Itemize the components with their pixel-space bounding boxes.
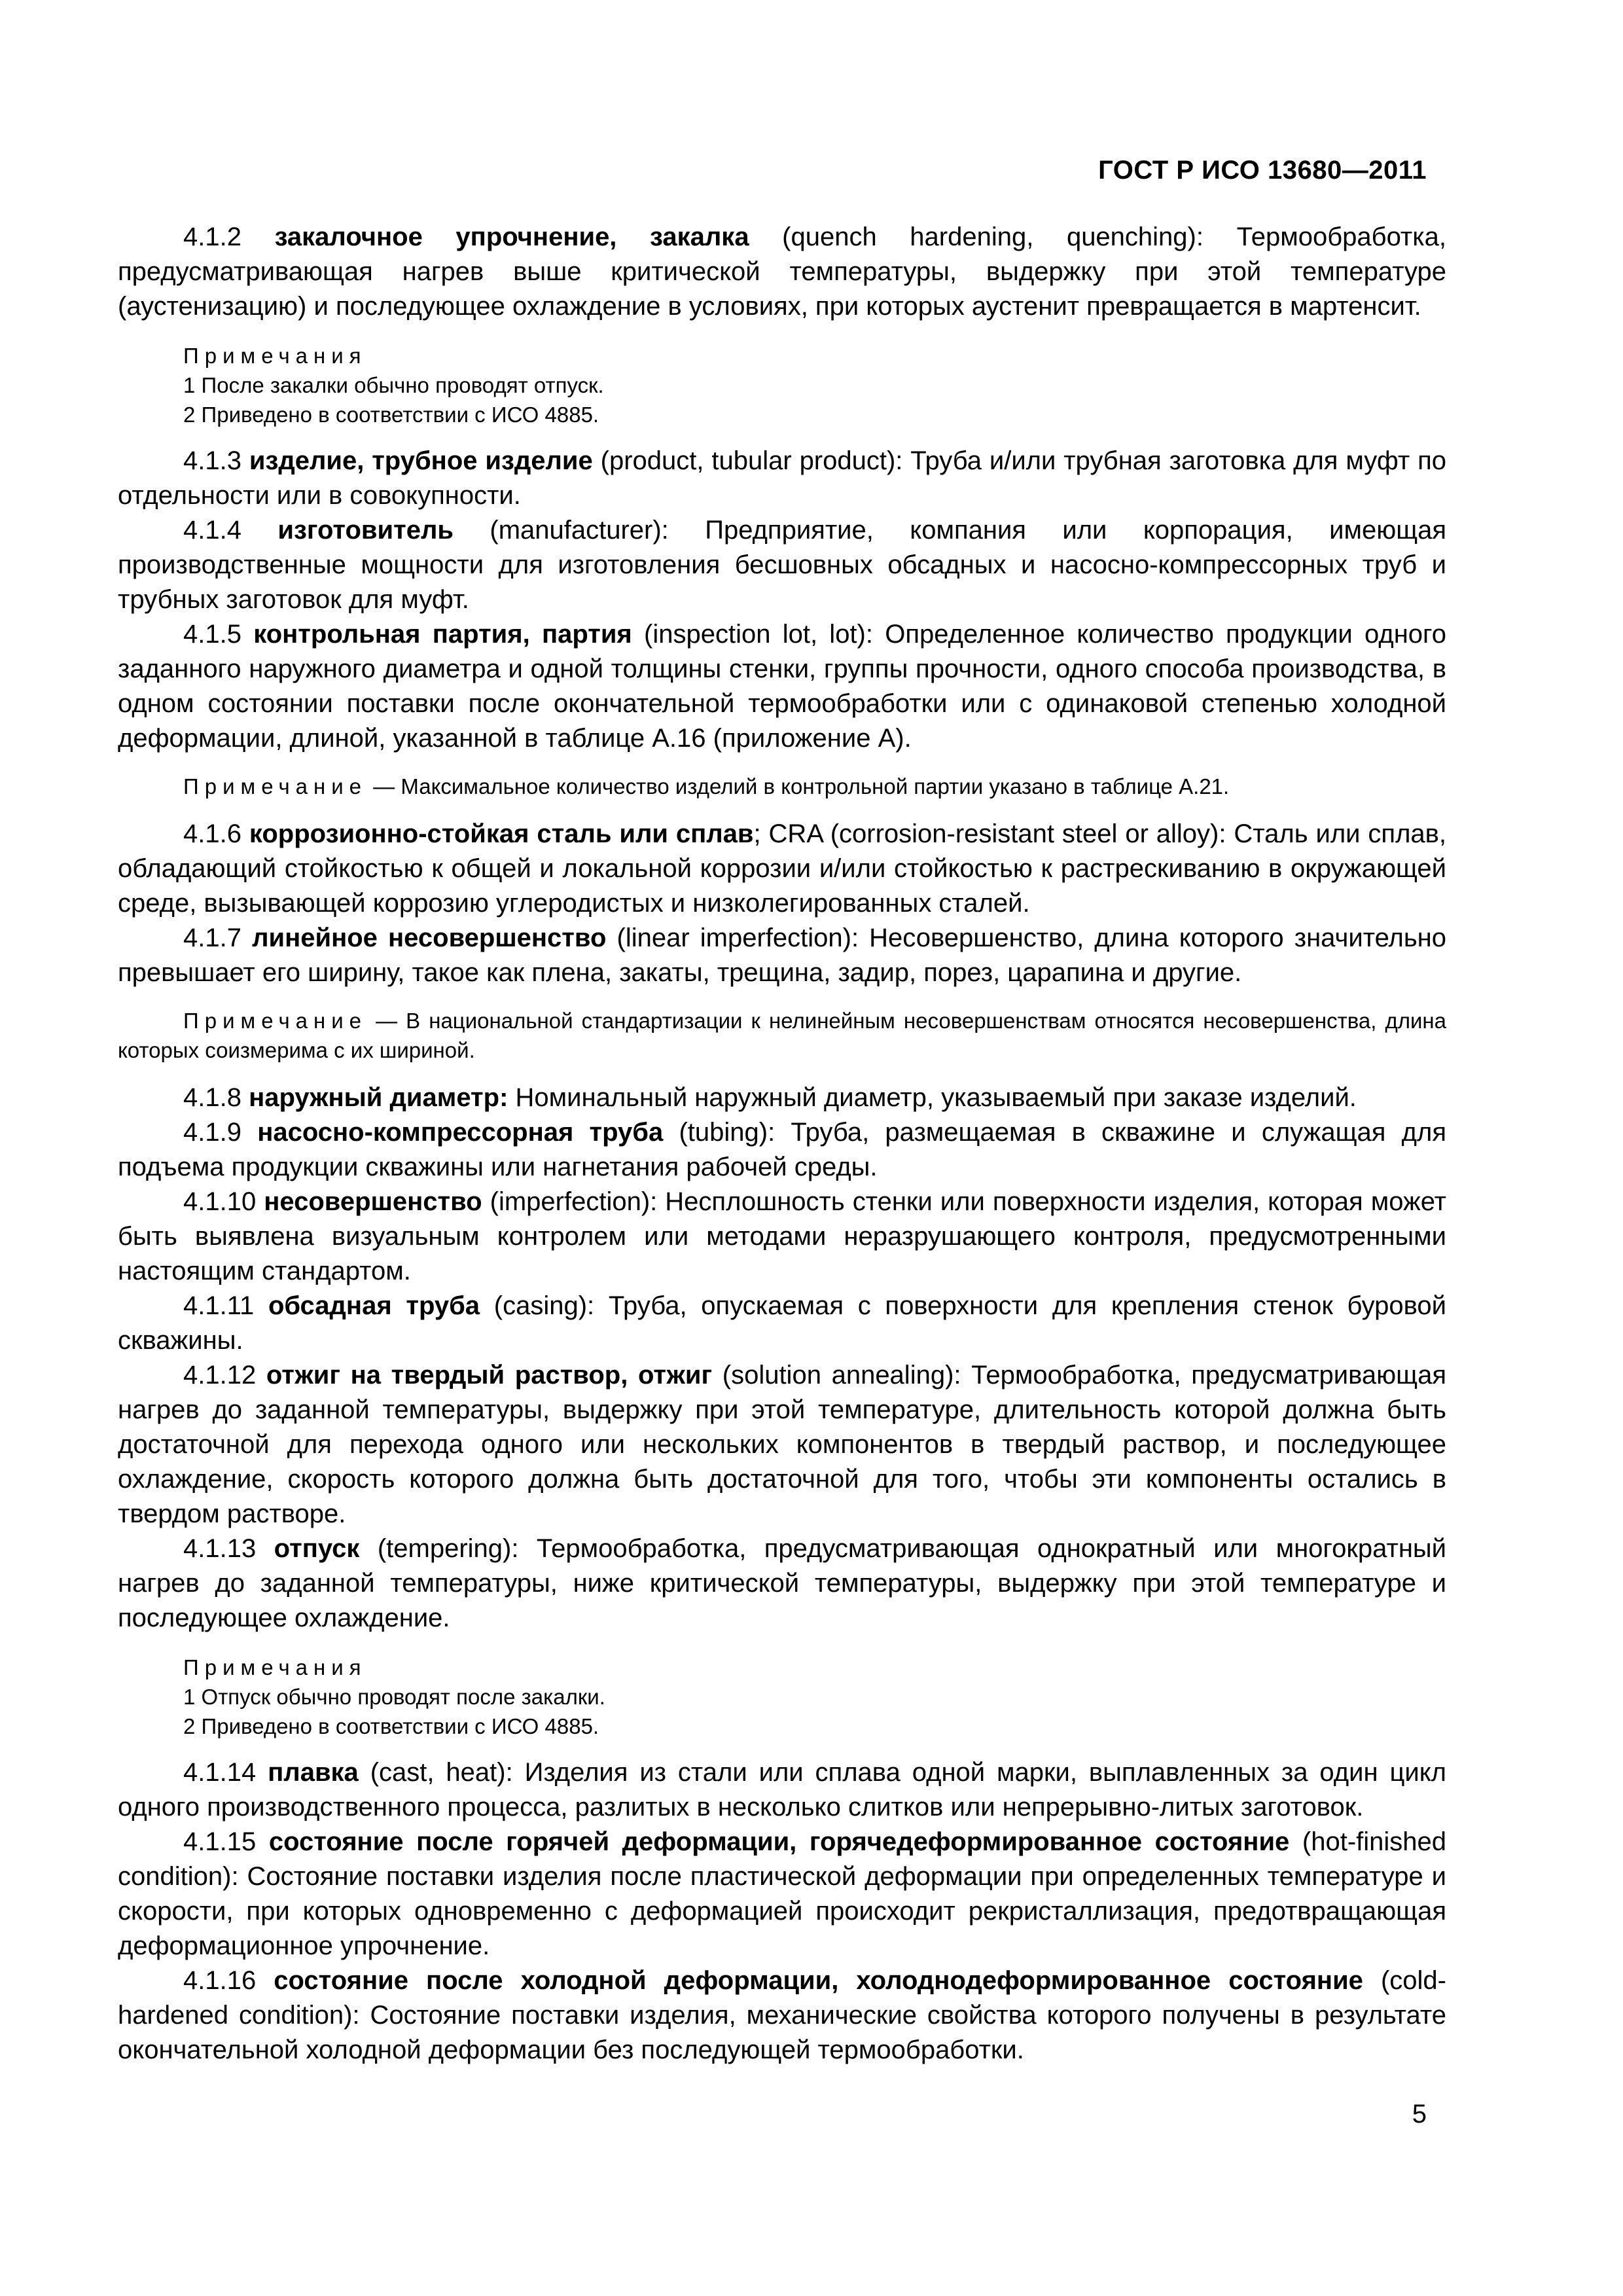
term-number: 4.1.4 [183, 516, 278, 545]
term-name: состояние после горячей деформации, горячедеформированное состояние [268, 1827, 1290, 1856]
term-name: насосно-компрессорная труба [257, 1118, 664, 1147]
term-definition: (solution annealing): Термообработка, предусматривающая нагрев до заданной температуры, выдержку при этой температуре, длительность которой должна быть достаточной для перехода одного или нескольких компонентов в твердый раствор, и последующее охлаждение, скорость которого должна быть достаточной для того, чтобы эти компоненты остались в твердом растворе. [118, 1361, 1446, 1528]
term-name: несовершенство [264, 1187, 482, 1216]
term-number: 4.1.6 [183, 819, 249, 848]
term-definition: (quench hardening, quenching): Термообработка, предусматривающая нагрев выше критической температуры, выдержку при этой температуре (аустенизацию) и последующее охлаждение в условиях, при которых аустенит превращается в мартенсит. [118, 223, 1446, 321]
term-name: обсадная труба [268, 1291, 480, 1320]
term-definition: (cast, heat): Изделия из стали или сплава одной марки, выплавленных за один цикл одного производственного процесса, разлитых в несколько слитков или непрерывно-литых заготовок. [118, 1758, 1446, 1821]
term-number: 4.1.16 [183, 1966, 274, 1995]
term-name: коррозионно-стойкая сталь или сплав [249, 819, 754, 848]
term-definition: (tempering): Термообработка, предусматривающая однократный или многократный нагрев до заданной температуры, ниже критической температуры, выдержку при этой температуре и последующее охлаждение. [118, 1534, 1447, 1632]
term-number: 4.1.8 [183, 1083, 249, 1112]
term-entry [118, 817, 1446, 921]
term-name: плавка [268, 1758, 359, 1787]
term-number: 4.1.14 [183, 1758, 268, 1787]
note-item: 2 Приведено в соответствии с ИСО 4885. [183, 403, 599, 427]
term-entry [118, 1964, 1446, 2068]
term-definition: ; CRA (corrosion-resistant steel or alloy): Сталь или сплав, обладающий стойкостью к общей и локальной коррозии и/или стойкостью к растрескиванию в окружающей среде, вызывающей коррозию углеродистых и низколегированных сталей. [118, 819, 1447, 918]
term-entry [118, 1358, 1446, 1532]
note-item: 1 Отпуск обычно проводят после закалки. [183, 1685, 605, 1709]
term-number: 4.1.3 [183, 446, 249, 475]
term-name: изготовитель [277, 516, 454, 545]
note-label: Примечание [183, 774, 368, 798]
term-number: 4.1.9 [183, 1118, 258, 1147]
notes-heading: Примечания [183, 1655, 367, 1679]
term-entry [118, 1289, 1446, 1358]
page-number: 5 [1412, 2100, 1427, 2128]
notes-block [183, 341, 1446, 429]
term-definition: (cold-hardened condition): Состояние поставки изделия, механические свойства которого получены в результате окончательной холодной деформации без последующей термообработки. [118, 1966, 1446, 2064]
note-item: 1 После закалки обычно проводят отпуск. [183, 373, 604, 397]
term-entry [118, 513, 1446, 617]
term-definition: (linear imperfection): Несовершенство, длина которого значительно превышает его ширину, такое как плена, закаты, трещина, задир, порез, царапина и другие. [118, 924, 1447, 987]
document-body [118, 220, 1446, 2068]
term-name: изделие, трубное изделие [249, 446, 593, 475]
note-text: — В национальной стандартизации к нелинейным несовершенствам относятся несовершенства, длина которых соизмерима с их шириной. [118, 1009, 1446, 1062]
term-name: отжиг на твердый раствор, отжиг [266, 1361, 713, 1390]
term-entry [118, 1115, 1446, 1185]
term-name: наружный диаметр: [249, 1083, 508, 1112]
term-number: 4.1.7 [183, 924, 253, 952]
term-entry [118, 444, 1446, 513]
term-number: 4.1.10 [183, 1187, 264, 1216]
term-definition: (manufacturer): Предприятие, компания или корпорация, имеющая производственные мощности для изготовления бесшовных обсадных и насосно-компрессорных труб и трубных заготовок для муфт. [118, 516, 1447, 614]
term-name: состояние после холодной деформации, холоднодеформированное состояние [274, 1966, 1363, 1995]
note-item: 2 Приведено в соответствии с ИСО 4885. [183, 1714, 599, 1738]
term-entry [118, 1081, 1446, 1115]
term-entry [118, 1755, 1446, 1825]
term-name: контрольная партия, партия [253, 620, 632, 649]
note-label: Примечание [183, 1009, 368, 1033]
notes-block [183, 1653, 1446, 1741]
term-definition: (product, tubular product): Труба и/или трубная заготовка для муфт по отдельности или в совокупности. [118, 446, 1447, 510]
term-number: 4.1.15 [183, 1827, 269, 1856]
term-name: отпуск [274, 1534, 360, 1563]
term-entry [118, 1532, 1446, 1636]
note-inline [118, 772, 1446, 801]
term-entry [118, 617, 1446, 756]
notes-heading: Примечания [183, 344, 367, 368]
term-definition: (imperfection): Несплошность стенки или поверхности изделия, которая может быть выявлена визуальным контролем или методами неразрушающего контроля, предусмотренными настоящим стандартом. [118, 1187, 1447, 1285]
term-definition: (tubing): Труба, размещаемая в скважине и служащая для подъема продукции скважины или нагнетания рабочей среды. [118, 1118, 1446, 1181]
term-name: закалочное упрочнение, закалка [274, 223, 749, 251]
term-definition: (hot-finished condition): Состояние поставки изделия после пластической деформации при определенных температуре и скорости, при которых одновременно с деформацией происходит рекристаллизация, предотвращающая деформационное упрочнение. [118, 1827, 1447, 1960]
term-definition: (casing): Труба, опускаемая с поверхности для крепления стенок буровой скважины. [118, 1291, 1446, 1355]
term-entry [118, 1825, 1446, 1964]
term-entry [118, 220, 1446, 324]
term-entry [118, 921, 1446, 990]
term-number: 4.1.5 [183, 620, 254, 649]
note-text: — Максимальное количество изделий в контрольной партии указано в таблице А.21. [367, 774, 1230, 798]
term-number: 4.1.11 [183, 1291, 268, 1320]
term-entry [118, 1185, 1446, 1289]
term-definition: (inspection lot, lot): Определенное количество продукции одного заданного наружного диаметра и одной толщины стенки, группы прочности, одного способа производства, в одном состоянии поставки после окончательной термообработки или с одинаковой степенью холодной деформации, длиной, указанной в таблице А.16 (приложение А). [118, 620, 1447, 753]
term-number: 4.1.2 [183, 223, 275, 251]
term-definition: Номинальный наружный диаметр, указываемый при заказе изделий. [508, 1083, 1357, 1112]
term-number: 4.1.12 [183, 1361, 266, 1390]
term-name: линейное несовершенство [252, 924, 607, 952]
term-number: 4.1.13 [183, 1534, 274, 1563]
page-header-standard-id: ГОСТ Р ИСО 13680—2011 [1098, 156, 1427, 185]
note-inline [118, 1006, 1446, 1065]
